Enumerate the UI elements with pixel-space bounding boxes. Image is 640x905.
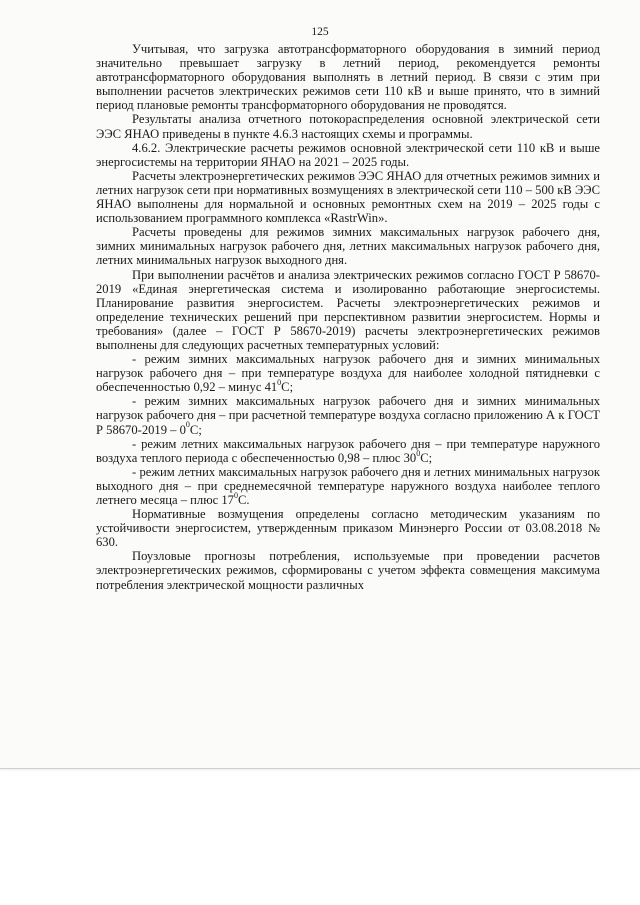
degree-sign: 0 — [233, 490, 238, 500]
list-item: - режим летних максимальных нагрузок рабочего дня и летних минимальных нагрузок выходного дня – при среднемесячной температуре наружного воздуха наиболее теплого летнего месяца – плюс $17^0С$. — [96, 464, 600, 507]
paragraph: Учитывая, что загрузка автотрансформаторного оборудования в зимний период значительно превышает загрузку в летний период, рекомендуется ремонты автотрансформаторного оборудования выполнять в летний период. В связи с этим при выполнении расчетов электрических режимов сети 110 кВ и выше принято, что в зимний период плановые ремонты трансформаторного оборудования не проводятся. — [96, 42, 600, 113]
paragraph: Нормативные возмущения определены согласно методическим указаниям по устойчивости энергосистем, утвержденным приказом Минэнерго России от 03.08.2018 № 630. — [96, 507, 600, 550]
degree-sign: 0 — [277, 378, 282, 388]
degree-sign: 0 — [416, 448, 421, 458]
paragraph: Поузловые прогнозы потребления, используемые при проведении расчетов электроэнергетических режимов, сформированы с учетом эффекта совмещения максимума потребления электрической мощности различных — [96, 549, 600, 592]
paragraph: Результаты анализа отчетного потокораспределения основной электрической сети ЭЭС ЯНАО приведены в пункте 4.6.3 настоящих схемы и программы. — [96, 112, 600, 141]
document-body — [96, 42, 600, 592]
page-number: 125 — [311, 26, 329, 38]
paragraph: При выполнении расчётов и анализа электрических режимов согласно ГОСТ Р 58670-2019 «Единая энергетическая система и изолированно работающие энергосистемы. Планирование развития энергосистем. Расчеты электроэнергетических режимов и определение технических решений при перспективном развитии энергосистем. Нормы и требования» (далее – ГОСТ Р 58670-2019) расчеты электроэнергетических режимов выполнены для следующих расчетных температурных условий: — [96, 267, 600, 352]
degree-sign: 0 — [185, 420, 190, 430]
list-item: - режим зимних максимальных нагрузок рабочего дня и зимних минимальных нагрузок рабочего дня – при расчетной температуре воздуха согласно приложению А к ГОСТ Р $58670-2019 - 0^0С$; — [96, 394, 600, 437]
paragraph: Расчеты проведены для режимов зимних максимальных нагрузок рабочего дня, зимних минимальных нагрузок рабочего дня, летних максимальных нагрузок рабочего дня, летних минимальных нагрузок выходного дня. — [96, 225, 600, 268]
list-item: - режим летних максимальных нагрузок рабочего дня – при температуре наружного воздуха теплого периода с обеспеченностью 0,98 – плюс $30^0С$; — [96, 436, 600, 465]
section-heading: 4.6.2. Электрические расчеты режимов основной электрической сети 110 кВ и выше энергосистемы на территории ЯНАО на 2021 – 2025 годы. — [96, 140, 600, 169]
list-item: - режим зимних максимальных нагрузок рабочего дня и зимних минимальных нагрузок рабочего дня – при температуре воздуха для наиболее холодной пятидневки с обеспеченностью 0,92 – минус $41^0С$; — [96, 352, 600, 395]
paragraph: Расчеты электроэнергетических режимов ЭЭС ЯНАО для отчетных режимов зимних и летних нагрузок сети при нормативных возмущениях в электрической сети 110 – 500 кВ ЭЭС ЯНАО выполнены для нормальной и основных ремонтных схем на 2019 – 2025 годы с использованием программного комплекса «RastrWin». — [96, 168, 600, 226]
